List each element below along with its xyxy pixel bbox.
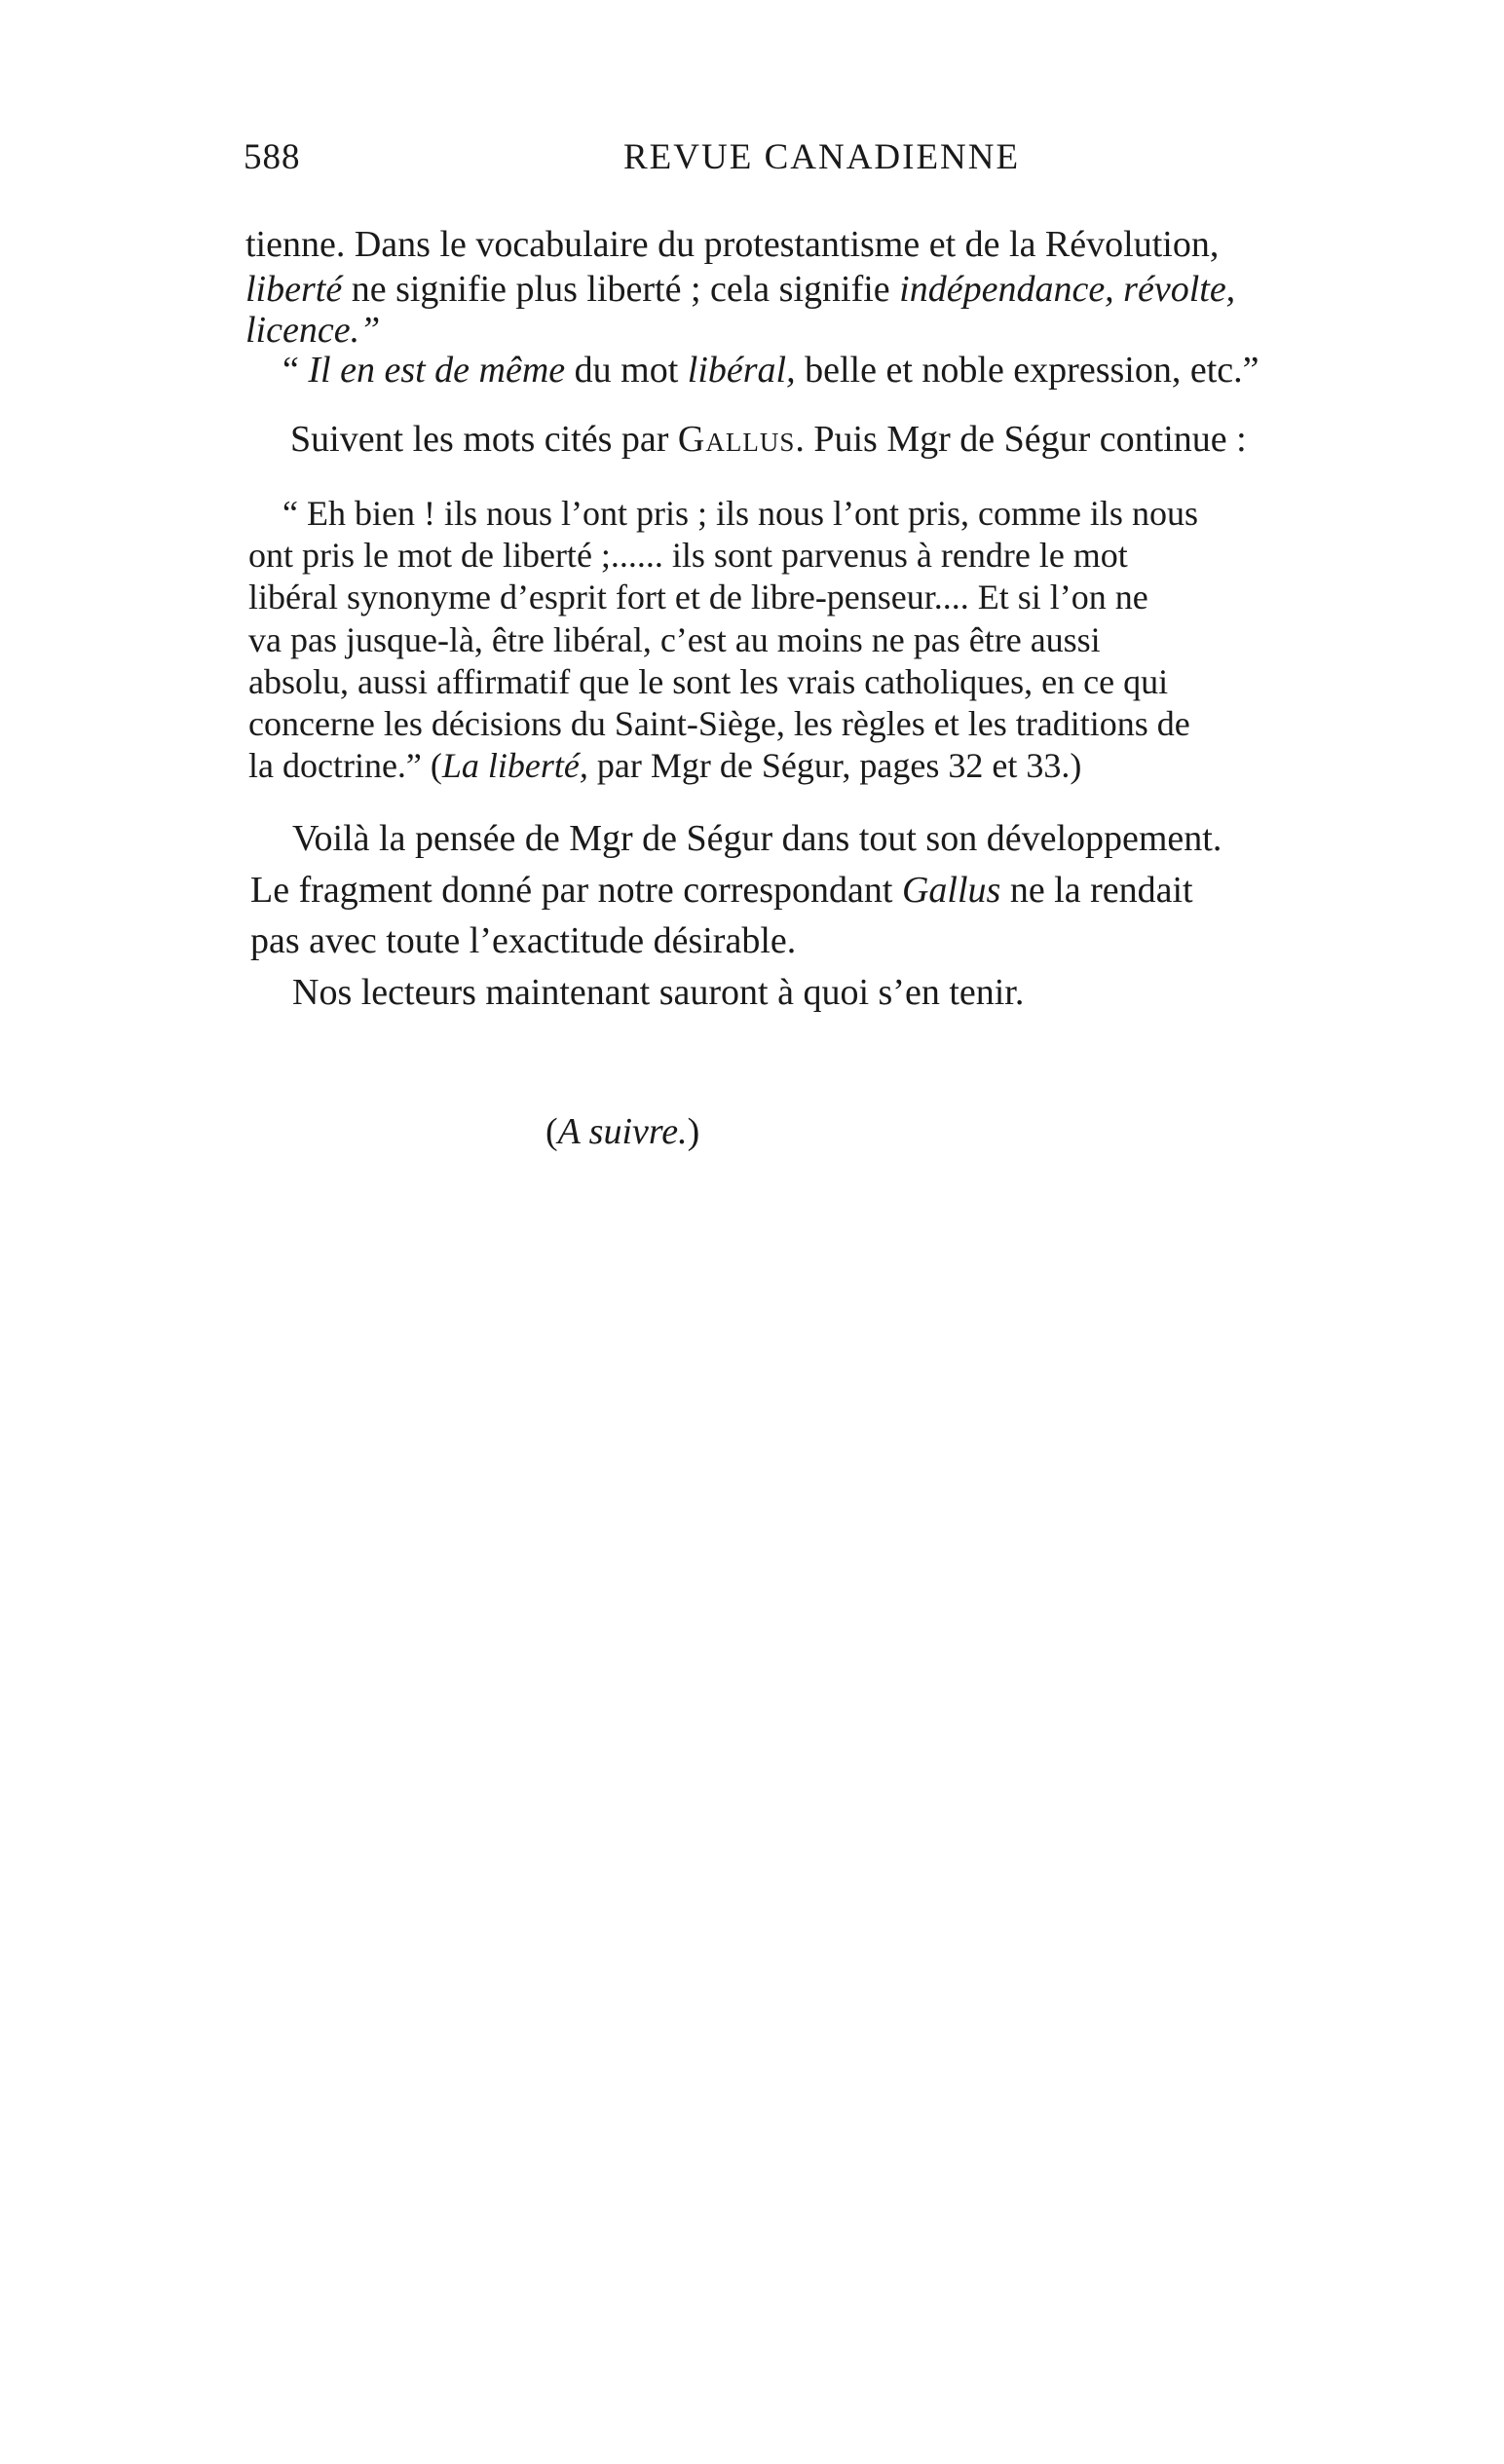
quote-line: concerne les décisions du Saint-Siège, les règles et les traditions de [248,704,1190,743]
text-line: liberté ne signifie plus liberté ; cela signifie indépendance, révolte, [245,269,1236,310]
quote-line: absolu, aussi affirmatif que le sont les vrais catholiques, en ce qui [248,662,1169,701]
text-line: tienne. Dans le vocabulaire du protestantisme et de la Révolution, [245,224,1220,265]
quote-line: libéral synonyme d’esprit fort et de libre-penseur.... Et si l’on ne [248,578,1148,616]
quote-line: ont pris le mot de liberté ;...... ils sont parvenus à rendre le mot [248,536,1128,575]
text-line: “ Il en est de même du mot libéral, belle et noble expression, etc.” [282,350,1260,391]
text-line: Nos lecteurs maintenant sauront à quoi s’en tenir. [292,972,1025,1013]
text-line: licence.” [245,310,381,351]
continuation-note: (A suivre.) [545,1111,700,1152]
text-line: Voilà la pensée de Mgr de Ségur dans tout son développement. [292,818,1222,859]
page-header [244,136,1461,195]
quote-line: la doctrine.” (La liberté, par Mgr de Ségur, pages 32 et 33.) [248,746,1082,785]
quote-line: “ Eh bien ! ils nous l’ont pris ; ils nous l’ont pris, comme ils nous [282,494,1198,533]
text-line: Le fragment donné par notre correspondant Gallus ne la rendait [250,870,1193,911]
text-line: pas avec toute l’exactitude désirable. [250,920,797,961]
quote-line: va pas jusque-là, être libéral, c’est au moins ne pas être aussi [248,620,1101,659]
text-line: Suivent les mots cités par Gallus. Puis Mgr de Ségur continue : [290,419,1247,460]
running-title: REVUE CANADIENNE [623,137,1021,177]
page-number: 588 [244,137,301,177]
